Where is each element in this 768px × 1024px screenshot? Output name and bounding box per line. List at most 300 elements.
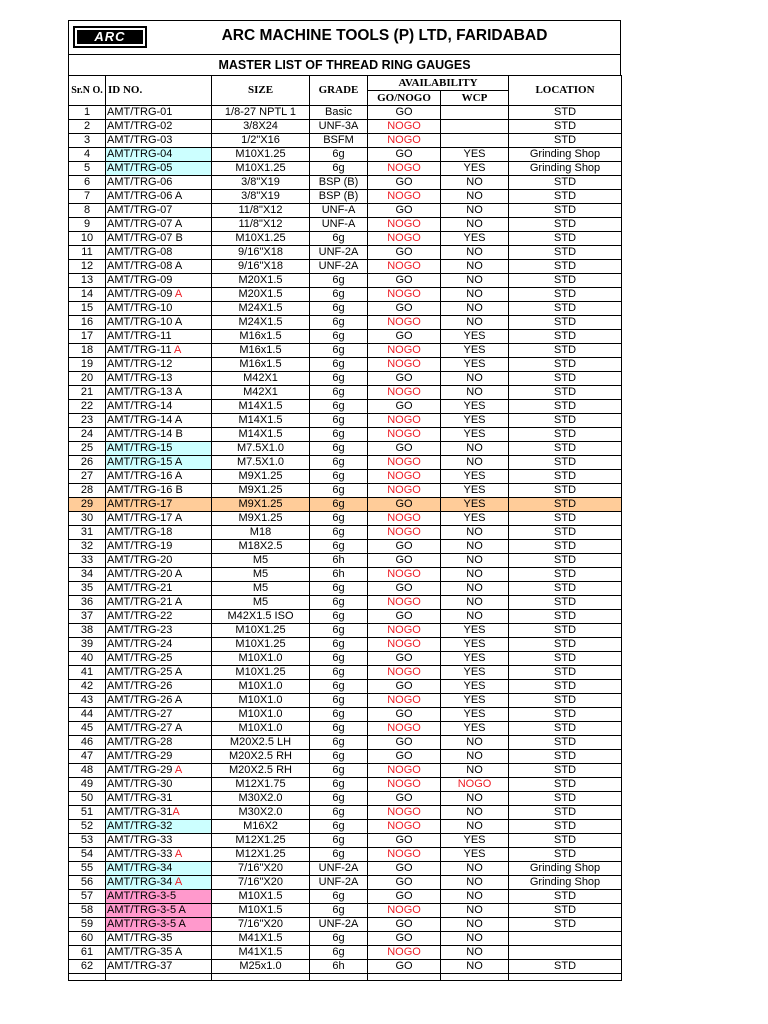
cell-id [106, 946, 212, 960]
cell-size: M10X1.0 [212, 652, 310, 666]
cell-size: M7.5X1.0 [212, 442, 310, 456]
table-row [69, 582, 622, 596]
cell-size: M42X1 [212, 372, 310, 386]
cell-id-text: AMT/TRG-01 [107, 106, 173, 118]
cell-id [106, 708, 212, 722]
cell-gonogo: NOGO [368, 428, 441, 442]
cell-gonogo: NOGO [368, 568, 441, 582]
cell-srno: 26 [69, 456, 106, 470]
cell-grade: 6g [310, 904, 368, 918]
cell-gonogo: GO [368, 106, 441, 120]
cell-gonogo: GO [368, 876, 441, 890]
table-row [69, 512, 622, 526]
cell-gonogo: NOGO [368, 386, 441, 400]
cell-id-text: AMT/TRG-25 A [107, 666, 183, 678]
cell-size: 3/8"X19 [212, 176, 310, 190]
cell-srno: 31 [69, 526, 106, 540]
cell-id [106, 582, 212, 596]
cell-id [106, 512, 212, 526]
blank-cell [69, 974, 106, 981]
cell-srno: 15 [69, 302, 106, 316]
cell-size: M24X1.5 [212, 302, 310, 316]
cell-srno: 49 [69, 778, 106, 792]
blank-row [69, 974, 622, 981]
cell-wcp: NO [441, 372, 509, 386]
cell-srno: 11 [69, 246, 106, 260]
cell-wcp: NO [441, 736, 509, 750]
cell-wcp: NO [441, 750, 509, 764]
cell-wcp: YES [441, 708, 509, 722]
cell-id-text: AMT/TRG-28 [107, 736, 173, 748]
cell-id [106, 120, 212, 134]
cell-size: M9X1.25 [212, 512, 310, 526]
cell-id-text: AMT/TRG-09 [107, 274, 173, 286]
cell-gonogo: NOGO [368, 470, 441, 484]
cell-id [106, 456, 212, 470]
cell-id-text: AMT/TRG-23 [107, 624, 173, 636]
cell-srno: 61 [69, 946, 106, 960]
table-row [69, 358, 622, 372]
cell-id-text: AMT/TRG-33 [107, 848, 173, 860]
cell-size: 3/8"X19 [212, 190, 310, 204]
cell-id [106, 918, 212, 932]
cell-srno: 43 [69, 694, 106, 708]
cell-srno: 57 [69, 890, 106, 904]
cell-location: STD [509, 750, 622, 764]
table-row [69, 246, 622, 260]
cell-id [106, 470, 212, 484]
cell-size: M14X1.5 [212, 400, 310, 414]
cell-id [106, 540, 212, 554]
cell-wcp: YES [441, 512, 509, 526]
cell-srno: 46 [69, 736, 106, 750]
cell-wcp: NO [441, 876, 509, 890]
cell-wcp: NO [441, 386, 509, 400]
cell-srno: 42 [69, 680, 106, 694]
cell-gonogo: NOGO [368, 764, 441, 778]
cell-wcp: YES [441, 414, 509, 428]
table-row [69, 834, 622, 848]
table-row [69, 484, 622, 498]
cell-id-text: AMT/TRG-04 [107, 148, 173, 160]
cell-gonogo: NOGO [368, 722, 441, 736]
cell-gonogo: GO [368, 890, 441, 904]
cell-location: STD [509, 666, 622, 680]
cell-id [106, 428, 212, 442]
cell-grade: 6g [310, 316, 368, 330]
cell-size: M16x1.5 [212, 330, 310, 344]
cell-location: STD [509, 512, 622, 526]
blank-cell [310, 974, 368, 981]
cell-grade: 6g [310, 470, 368, 484]
cell-location: STD [509, 260, 622, 274]
cell-srno: 32 [69, 540, 106, 554]
cell-grade: 6g [310, 484, 368, 498]
cell-srno: 39 [69, 638, 106, 652]
table-row [69, 204, 622, 218]
cell-wcp: YES [441, 722, 509, 736]
cell-location: STD [509, 358, 622, 372]
cell-location: STD [509, 764, 622, 778]
cell-location: STD [509, 204, 622, 218]
cell-wcp: NO [441, 792, 509, 806]
cell-grade: 6g [310, 624, 368, 638]
cell-grade: 6g [310, 428, 368, 442]
cell-grade: UNF-2A [310, 260, 368, 274]
cell-id-text: AMT/TRG-16 B [107, 484, 183, 496]
cell-id-text: AMT/TRG-03 [107, 134, 173, 146]
cell-gonogo: GO [368, 400, 441, 414]
cell-srno: 38 [69, 624, 106, 638]
cell-location: STD [509, 526, 622, 540]
cell-location: Grinding Shop [509, 862, 622, 876]
cell-location: STD [509, 694, 622, 708]
cell-srno: 13 [69, 274, 106, 288]
cell-srno: 23 [69, 414, 106, 428]
cell-grade: 6g [310, 498, 368, 512]
cell-srno: 3 [69, 134, 106, 148]
cell-srno: 34 [69, 568, 106, 582]
cell-id [106, 316, 212, 330]
cell-location: STD [509, 848, 622, 862]
table-row [69, 120, 622, 134]
cell-gonogo: NOGO [368, 260, 441, 274]
cell-id [106, 834, 212, 848]
cell-grade: 6g [310, 400, 368, 414]
cell-location: STD [509, 540, 622, 554]
cell-gonogo: NOGO [368, 694, 441, 708]
cell-location [509, 946, 622, 960]
table-row [69, 428, 622, 442]
cell-srno: 7 [69, 190, 106, 204]
cell-size: M10X1.0 [212, 680, 310, 694]
cell-location: STD [509, 596, 622, 610]
cell-srno: 6 [69, 176, 106, 190]
cell-location: STD [509, 708, 622, 722]
cell-id-text: AMT/TRG-27 A [107, 722, 183, 734]
cell-id [106, 722, 212, 736]
cell-size: M42X1.5 ISO [212, 610, 310, 624]
cell-gonogo: GO [368, 708, 441, 722]
cell-id-text: AMT/TRG-3-5 A [107, 918, 186, 930]
cell-grade: 6g [310, 288, 368, 302]
cell-gonogo: GO [368, 176, 441, 190]
cell-id-text: AMT/TRG-37 [107, 960, 173, 972]
cell-srno: 10 [69, 232, 106, 246]
cell-size: M20X2.5 LH [212, 736, 310, 750]
cell-grade: 6g [310, 946, 368, 960]
cell-id [106, 274, 212, 288]
cell-gonogo: GO [368, 834, 441, 848]
cell-size: 1/2"X16 [212, 134, 310, 148]
cell-size: 7/16"X20 [212, 862, 310, 876]
cell-id-text: AMT/TRG-31 [107, 792, 173, 804]
cell-grade: 6g [310, 638, 368, 652]
cell-grade: 6h [310, 568, 368, 582]
table-row [69, 778, 622, 792]
cell-grade: 6g [310, 526, 368, 540]
cell-size: M12X1.25 [212, 848, 310, 862]
cell-wcp: NO [441, 274, 509, 288]
cell-grade: 6g [310, 274, 368, 288]
cell-location: STD [509, 806, 622, 820]
cell-srno: 59 [69, 918, 106, 932]
cell-id [106, 806, 212, 820]
cell-id-text: AMT/TRG-3-5 [107, 890, 177, 902]
cell-id [106, 414, 212, 428]
cell-location: STD [509, 722, 622, 736]
cell-srno: 60 [69, 932, 106, 946]
cell-srno: 25 [69, 442, 106, 456]
cell-location: STD [509, 302, 622, 316]
cell-wcp: YES [441, 638, 509, 652]
cell-location [509, 932, 622, 946]
cell-gonogo: GO [368, 610, 441, 624]
cell-wcp: NO [441, 960, 509, 974]
cell-grade: 6h [310, 960, 368, 974]
cell-grade: 6g [310, 344, 368, 358]
table-row [69, 386, 622, 400]
cell-id-text: AMT/TRG-12 [107, 358, 173, 370]
cell-grade: UNF-2A [310, 918, 368, 932]
cell-id [106, 246, 212, 260]
cell-srno: 4 [69, 148, 106, 162]
cell-id [106, 330, 212, 344]
cell-gonogo: NOGO [368, 134, 441, 148]
cell-location: STD [509, 246, 622, 260]
table-row [69, 918, 622, 932]
cell-id-text: AMT/TRG-17 [107, 498, 173, 510]
table-row [69, 498, 622, 512]
cell-gonogo: GO [368, 652, 441, 666]
cell-wcp: NO [441, 302, 509, 316]
cell-location: STD [509, 680, 622, 694]
cell-srno: 40 [69, 652, 106, 666]
cell-id [106, 260, 212, 274]
cell-id-text: AMT/TRG-15 A [107, 456, 183, 468]
cell-id-text: AMT/TRG-30 [107, 778, 173, 790]
cell-size: M5 [212, 554, 310, 568]
cell-size: M16x1.5 [212, 358, 310, 372]
cell-id [106, 190, 212, 204]
cell-size: 9/16"X18 [212, 246, 310, 260]
cell-wcp: NOGO [441, 778, 509, 792]
table-row [69, 302, 622, 316]
cell-wcp: NO [441, 820, 509, 834]
cell-wcp: NO [441, 568, 509, 582]
table-row [69, 540, 622, 554]
sheet-header [68, 20, 621, 55]
cell-id [106, 624, 212, 638]
cell-size: M14X1.5 [212, 428, 310, 442]
cell-gonogo: NOGO [368, 316, 441, 330]
cell-wcp: NO [441, 456, 509, 470]
cell-size: M9X1.25 [212, 484, 310, 498]
cell-location: STD [509, 386, 622, 400]
cell-id [106, 820, 212, 834]
gauge-table [68, 75, 622, 981]
blank-cell [441, 974, 509, 981]
cell-location: STD [509, 176, 622, 190]
cell-grade: 6g [310, 512, 368, 526]
cell-size: M10X1.0 [212, 722, 310, 736]
cell-id-text: AMT/TRG-24 [107, 638, 173, 650]
cell-wcp: NO [441, 806, 509, 820]
cell-srno: 37 [69, 610, 106, 624]
table-row [69, 652, 622, 666]
table-row [69, 344, 622, 358]
cell-id-text: AMT/TRG-3-5 A [107, 904, 186, 916]
cell-id-text: AMT/TRG-06 [107, 176, 173, 188]
cell-id-text: AMT/TRG-29 [107, 764, 173, 776]
cell-id [106, 176, 212, 190]
table-row [69, 876, 622, 890]
cell-id [106, 288, 212, 302]
table-row [69, 806, 622, 820]
cell-gonogo: NOGO [368, 820, 441, 834]
cell-size: M10X1.25 [212, 232, 310, 246]
cell-size: M42X1 [212, 386, 310, 400]
cell-id [106, 148, 212, 162]
cell-location: STD [509, 792, 622, 806]
blank-cell [509, 974, 622, 981]
cell-id-text: AMT/TRG-35 [107, 932, 173, 944]
cell-gonogo: NOGO [368, 596, 441, 610]
cell-id-text: AMT/TRG-27 [107, 708, 173, 720]
table-row [69, 750, 622, 764]
table-row [69, 442, 622, 456]
cell-gonogo: GO [368, 148, 441, 162]
gauge-rows [69, 106, 622, 981]
cell-location: STD [509, 106, 622, 120]
cell-size: 7/16"X20 [212, 876, 310, 890]
cell-gonogo: GO [368, 442, 441, 456]
cell-grade: 6g [310, 750, 368, 764]
cell-id [106, 372, 212, 386]
cell-location: STD [509, 218, 622, 232]
cell-id-suffix: A [172, 288, 183, 300]
cell-grade: UNF-2A [310, 246, 368, 260]
blank-cell [368, 974, 441, 981]
cell-size: M10X1.25 [212, 624, 310, 638]
cell-id-text: AMT/TRG-26 A [107, 694, 183, 706]
cell-grade: UNF-2A [310, 862, 368, 876]
cell-wcp: NO [441, 218, 509, 232]
col-header-srno: Sr.N O. [69, 76, 106, 106]
cell-grade: 6g [310, 442, 368, 456]
cell-grade: 6g [310, 302, 368, 316]
cell-grade: 6g [310, 582, 368, 596]
cell-gonogo: NOGO [368, 190, 441, 204]
cell-size: M41X1.5 [212, 946, 310, 960]
cell-id-text: AMT/TRG-21 A [107, 596, 183, 608]
cell-size: M10X1.0 [212, 708, 310, 722]
cell-id [106, 890, 212, 904]
cell-size: M16x1.5 [212, 344, 310, 358]
cell-id [106, 106, 212, 120]
cell-srno: 5 [69, 162, 106, 176]
cell-srno: 36 [69, 596, 106, 610]
cell-srno: 27 [69, 470, 106, 484]
table-row [69, 554, 622, 568]
cell-location: STD [509, 638, 622, 652]
cell-id [106, 904, 212, 918]
cell-gonogo: NOGO [368, 806, 441, 820]
cell-id-suffix: A [172, 806, 180, 818]
cell-id-text: AMT/TRG-09 [107, 288, 173, 300]
cell-location: STD [509, 610, 622, 624]
cell-wcp: NO [441, 904, 509, 918]
cell-srno: 9 [69, 218, 106, 232]
cell-size: M12X1.75 [212, 778, 310, 792]
cell-gonogo: GO [368, 540, 441, 554]
cell-gonogo: GO [368, 582, 441, 596]
cell-size: M10X1.25 [212, 638, 310, 652]
cell-id-text: AMT/TRG-29 [107, 750, 173, 762]
cell-wcp: NO [441, 540, 509, 554]
cell-grade: 6g [310, 414, 368, 428]
cell-gonogo: NOGO [368, 162, 441, 176]
cell-id-suffix: A [171, 344, 182, 356]
cell-id-text: AMT/TRG-35 A [107, 946, 183, 958]
cell-grade: Basic [310, 106, 368, 120]
cell-srno: 17 [69, 330, 106, 344]
cell-gonogo: GO [368, 204, 441, 218]
table-row [69, 148, 622, 162]
cell-wcp: NO [441, 582, 509, 596]
cell-size: 7/16"X20 [212, 918, 310, 932]
cell-id-text: AMT/TRG-13 [107, 372, 173, 384]
cell-id-text: AMT/TRG-21 [107, 582, 173, 594]
cell-wcp: NO [441, 764, 509, 778]
cell-size: M18 [212, 526, 310, 540]
cell-location: STD [509, 316, 622, 330]
cell-location: STD [509, 232, 622, 246]
cell-grade: 6g [310, 820, 368, 834]
cell-gonogo: GO [368, 274, 441, 288]
col-header-id: ID NO. [106, 76, 212, 106]
cell-location: STD [509, 274, 622, 288]
cell-wcp: YES [441, 148, 509, 162]
cell-id [106, 848, 212, 862]
table-row [69, 638, 622, 652]
cell-srno: 2 [69, 120, 106, 134]
cell-location: STD [509, 134, 622, 148]
cell-location: STD [509, 344, 622, 358]
cell-size: M30X2.0 [212, 792, 310, 806]
cell-id [106, 750, 212, 764]
cell-wcp: NO [441, 946, 509, 960]
table-row [69, 680, 622, 694]
table-row [69, 890, 622, 904]
blank-cell [106, 974, 212, 981]
cell-srno: 29 [69, 498, 106, 512]
col-header-availability: AVAILABILITY [368, 76, 509, 91]
cell-wcp: YES [441, 834, 509, 848]
cell-gonogo: NOGO [368, 666, 441, 680]
cell-srno: 55 [69, 862, 106, 876]
cell-size: 11/8"X12 [212, 204, 310, 218]
col-header-wcp: WCP [441, 91, 509, 106]
cell-id [106, 232, 212, 246]
table-row [69, 764, 622, 778]
cell-id [106, 666, 212, 680]
table-row [69, 946, 622, 960]
cell-location: STD [509, 834, 622, 848]
cell-location: Grinding Shop [509, 162, 622, 176]
cell-grade: 6g [310, 666, 368, 680]
cell-gonogo: NOGO [368, 484, 441, 498]
